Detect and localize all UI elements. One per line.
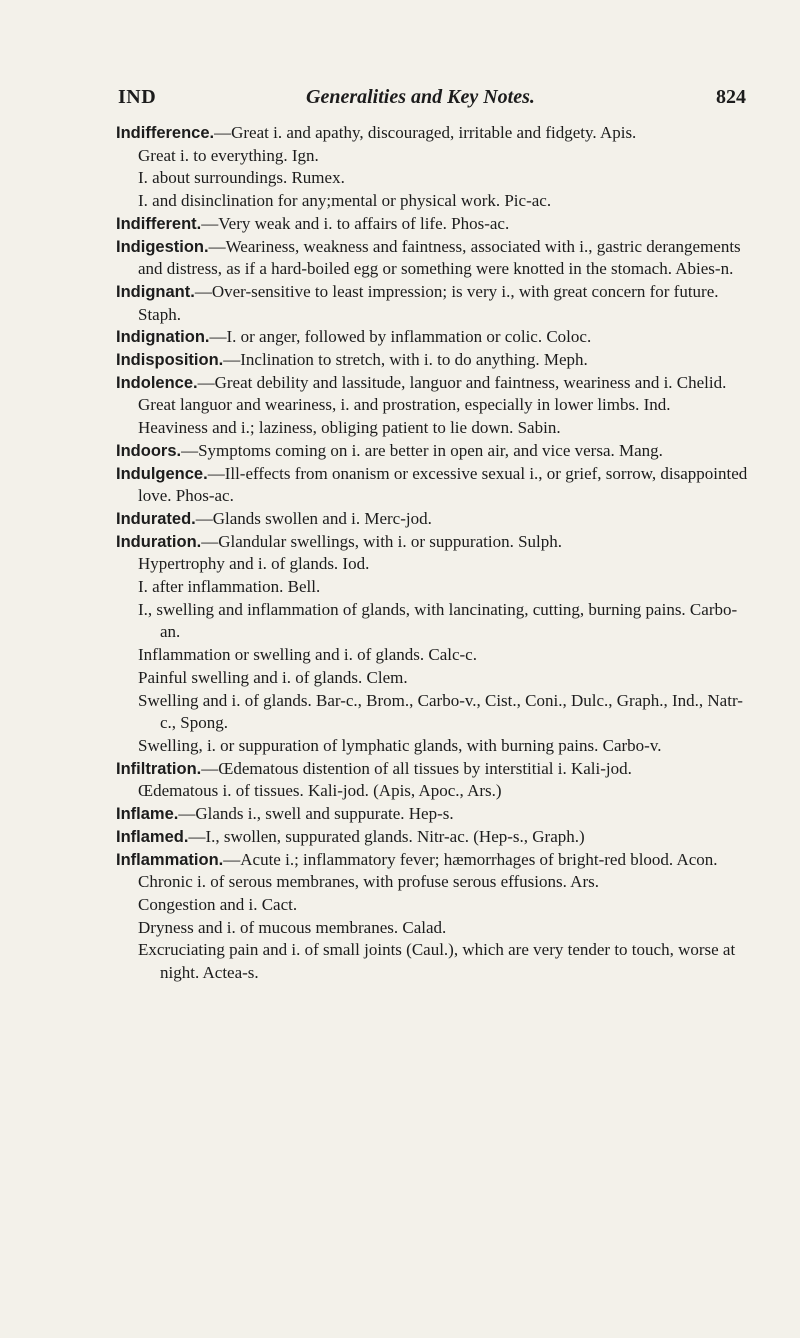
sub-entry <box>116 394 756 417</box>
headword-entry <box>116 349 756 372</box>
headword-entry <box>116 803 756 826</box>
headword: Inflame. <box>116 805 179 824</box>
entry-text: —Weariness, weakness and faintness, associated with i., gastric derangements and distress, as if a hard-boiled egg or something were knotted in the stomach. Abies-n. <box>138 236 741 279</box>
entry-text: Great i. to everything. Ign. <box>138 145 319 165</box>
sub-entry <box>116 417 756 440</box>
entry-text: —Glands swollen and i. Merc-jod. <box>195 508 432 528</box>
headword: Inflamed. <box>116 827 189 846</box>
entry-text: —I., swollen, suppurated glands. Nitr-ac. (Hep-s., Graph.) <box>188 826 585 846</box>
sub-entry <box>116 667 756 690</box>
headword-entry <box>116 372 756 395</box>
entry-text: I. about surroundings. Rumex. <box>138 168 345 188</box>
headword-entry <box>116 531 756 554</box>
sub-entry <box>116 553 756 576</box>
entry-text: —Over-sensitive to least impression; is very i., with great concern for future. Staph. <box>138 281 719 324</box>
headword: Indulgence. <box>116 464 208 483</box>
entry-text: —Very weak and i. to affairs of life. Phos-ac. <box>201 213 510 233</box>
sub-entry <box>116 939 756 984</box>
headword-entry <box>116 758 756 781</box>
entry-text: Inflammation or swelling and i. of glands. Calc-c. <box>138 645 477 665</box>
entry-text: Chronic i. of serous membranes, with profuse serous effusions. Ars. <box>138 872 599 892</box>
headword-entry <box>116 440 756 463</box>
running-header <box>116 86 756 122</box>
headword: Indignant. <box>116 282 195 301</box>
entry-text: Hypertrophy and i. of glands. Iod. <box>138 554 370 574</box>
headword-entry <box>116 281 756 326</box>
entry-text: —Inclination to stretch, with i. to do anything. Meph. <box>223 350 588 370</box>
sub-entry <box>116 690 756 735</box>
header-title: Generalities and Key Notes. <box>306 86 535 108</box>
headword-entry <box>116 849 756 872</box>
headword: Indigestion. <box>116 237 209 256</box>
headword-entry <box>116 236 756 281</box>
headword: Indisposition. <box>116 351 224 370</box>
entry-text: Swelling, i. or suppuration of lymphatic glands, with burning pains. Carbo-v. <box>138 735 662 755</box>
entry-text: Dryness and i. of mucous membranes. Calad. <box>138 917 447 937</box>
headword-entry <box>116 122 756 145</box>
entry-text: —Acute i.; inflammatory fever; hæmorrhages of bright-red blood. Acon. <box>223 849 718 869</box>
entry-text: —Great debility and lassitude, languor and faintness, weariness and i. Chelid. <box>197 372 727 392</box>
headword-entry <box>116 213 756 236</box>
entry-text: —Ill-effects from onanism or excessive sexual i., or grief, sorrow, disappointed love. Phos-ac. <box>138 463 748 506</box>
headword: Infiltration. <box>116 759 202 778</box>
entry-text: I., swelling and inflammation of glands, with lancinating, cutting, burning pains. Carbo-an. <box>138 599 738 642</box>
sub-entry <box>116 599 756 644</box>
entry-text: —Œdematous distention of all tissues by interstitial i. Kali-jod. <box>201 758 632 778</box>
sub-entry <box>116 735 756 758</box>
entry-text: Heaviness and i.; laziness, obliging patient to lie down. Sabin. <box>138 418 561 438</box>
headword: Inflammation. <box>116 850 224 869</box>
entry-text: —Glands i., swell and suppurate. Hep-s. <box>178 804 454 824</box>
dictionary-page <box>116 86 756 985</box>
sub-entry <box>116 894 756 917</box>
sub-entry <box>116 780 756 803</box>
sub-entry <box>116 917 756 940</box>
headword-entry <box>116 463 756 508</box>
sub-entry <box>116 644 756 667</box>
entry-text: —Symptoms coming on i. are better in open air, and vice versa. Mang. <box>181 440 663 460</box>
sub-entry <box>116 167 756 190</box>
entry-text: —Glandular swellings, with i. or suppuration. Sulph. <box>201 531 563 551</box>
page-number: 824 <box>716 86 746 108</box>
headword: Indifferent. <box>116 214 202 233</box>
sub-entry <box>116 576 756 599</box>
headword: Indignation. <box>116 328 210 347</box>
headword: Indoors. <box>116 441 182 460</box>
headword: Induration. <box>116 532 202 551</box>
headword: Indolence. <box>116 373 198 392</box>
entry-text: Swelling and i. of glands. Bar-c., Brom., Carbo-v., Cist., Coni., Dulc., Graph., Ind., Natr-c., Spong. <box>138 690 743 733</box>
sub-entry <box>116 871 756 894</box>
sub-entry <box>116 145 756 168</box>
headword-entry <box>116 508 756 531</box>
header-section-key: IND <box>118 86 157 108</box>
entry-text: I. and disinclination for any;mental or physical work. Pic-ac. <box>138 191 552 211</box>
sub-entry <box>116 190 756 213</box>
entry-list <box>116 122 756 985</box>
entry-text: Great languor and weariness, i. and prostration, especially in lower limbs. Ind. <box>138 395 671 415</box>
entry-text: Painful swelling and i. of glands. Clem. <box>138 667 408 687</box>
headword-entry <box>116 326 756 349</box>
entry-text: Excruciating pain and i. of small joints (Caul.), which are very tender to touch, worse at night. Actea-s. <box>138 940 736 983</box>
entry-text: Congestion and i. Cact. <box>138 894 298 914</box>
entry-text: Œdematous i. of tissues. Kali-jod. (Apis, Apoc., Ars.) <box>138 781 502 801</box>
headword: Indifference. <box>116 124 215 142</box>
headword-entry <box>116 826 756 849</box>
entry-text: —Great i. and apathy, discouraged, irritable and fidgety. Apis. <box>214 123 637 142</box>
entry-text: I. after inflammation. Bell. <box>138 577 321 597</box>
headword: Indurated. <box>116 509 196 528</box>
entry-text: —I. or anger, followed by inflammation or colic. Coloc. <box>209 327 592 347</box>
